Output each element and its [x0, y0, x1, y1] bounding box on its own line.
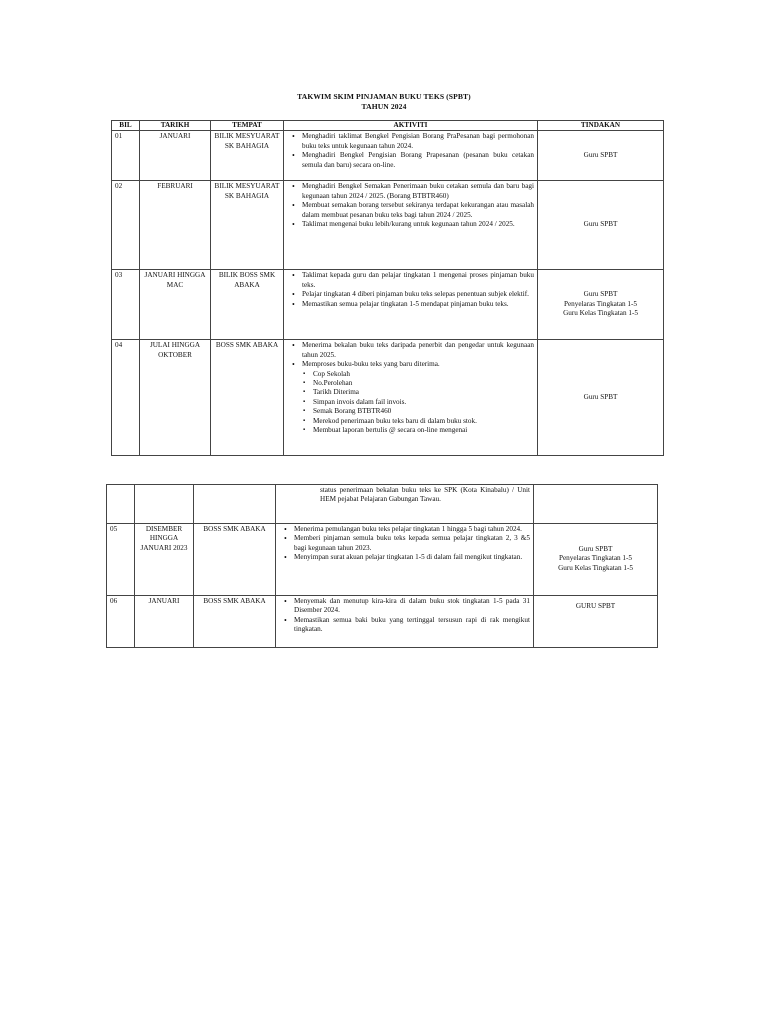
cell-tarikh: JULAI HINGGA OKTOBER — [140, 340, 211, 456]
cell-bil: 06 — [107, 596, 135, 648]
tindakan-line: GURU SPBT — [575, 602, 616, 610]
table-row — [107, 524, 658, 596]
tindakan-line: Guru SPBT — [583, 290, 618, 299]
cell-tempat: BOSS SMK ABAKA — [194, 524, 276, 596]
aktiviti-item: • Menerima bekalan buku teks daripada penerbit dan pengedar untuk kegunaan tahun 2025. — [302, 341, 534, 360]
cell-aktiviti — [276, 485, 534, 524]
cell-tindakan — [534, 524, 658, 596]
cell-aktiviti — [284, 270, 538, 340]
document-subtitle-year: TAHUN 2024 — [361, 102, 407, 111]
cell-bil: 03 — [112, 270, 140, 340]
document-title-block — [0, 92, 768, 112]
cell-tindakan — [538, 340, 664, 456]
schedule-table-page-1 — [111, 120, 664, 456]
aktiviti-item: • Menghadiri Bengkel Semakan Penerimaan buku cetakan semula dan baru bagi kegunaan tahun 2024 / 2025. (Borang BTBTR460) — [302, 182, 534, 201]
sub-item: ▪ Simpan invois dalam fail invois. — [313, 398, 534, 407]
cell-tarikh: JANUARI — [135, 596, 194, 648]
cell-tarikh: FEBRUARI — [140, 181, 211, 270]
table-header-row — [112, 121, 664, 131]
sub-item: ▪ Cop Sekolah — [313, 370, 534, 379]
header-aktiviti: AKTIVITI — [284, 121, 538, 131]
cell-tempat: BILIK MESYUARAT SK BAHAGIA — [211, 181, 284, 270]
cell-aktiviti — [284, 131, 538, 181]
cell-tempat: BILIK MESYUARAT SK BAHAGIA — [211, 131, 284, 181]
tindakan-line: Guru SPBT — [578, 544, 613, 553]
sub-item: ▪ No.Perolehan — [313, 379, 534, 388]
table-row — [112, 270, 664, 340]
table-row — [112, 131, 664, 181]
cell-bil: 02 — [112, 181, 140, 270]
aktiviti-item: • Taklimat mengenai buku lebih/kurang untuk kegunaan tahun 2024 / 2025. — [302, 220, 534, 229]
sub-item: ▪ Semak Borang BTBTR460 — [313, 407, 534, 416]
aktiviti-item: • Memastikan semua pelajar tingkatan 1-5 mendapat pinjaman buku teks. — [302, 300, 534, 309]
cell-aktiviti — [284, 340, 538, 456]
aktiviti-item: • Memastikan semua baki buku yang tertinggal tersusun rapi di rak mengikut tingkatan. — [294, 616, 530, 635]
cell-tindakan — [538, 181, 664, 270]
aktiviti-item: • Memproses buku-buku teks yang baru diterima. — [302, 360, 534, 369]
aktiviti-item: • Memberi pinjaman semula buku teks kepada semua pelajar tingkatan 2, 3 &5 bagi kegunaan tahun 2023. — [294, 534, 530, 553]
aktiviti-item: • Menyimpan surat akuan pelajar tingkatan 1-5 di dalam fail mengikut tingkatan. — [294, 553, 530, 562]
aktiviti-item: • Menghadiri taklimat Bengkel Pengisian Borang PraPesanan bagi permohonan buku teks untuk kegunaan tahun 2024. — [302, 132, 534, 151]
cell-aktiviti — [284, 181, 538, 270]
cell-aktiviti — [276, 596, 534, 648]
sub-item: ▪ Merekod penerimaan buku teks baru di dalam buku stok. — [313, 417, 534, 426]
table-row — [107, 596, 658, 648]
aktiviti-item: • Menghadiri Bengkel Pengisian Borang Prapesanan (pesanan buku cetakan semula dan baru) secara on-line. — [302, 151, 534, 170]
table-row — [112, 181, 664, 270]
cell-tindakan — [534, 596, 658, 648]
tindakan-line: Penyelaras Tingkatan 1-5 — [563, 299, 638, 308]
aktiviti-item: • Pelajar tingkatan 4 diberi pinjaman buku teks selepas penentuan subjek elektif. — [302, 290, 534, 299]
document-title: TAKWIM SKIM PINJAMAN BUKU TEKS (SPBT) — [297, 92, 471, 101]
header-bil: BIL — [112, 121, 140, 131]
cell-tempat: BOSS SMK ABAKA — [194, 596, 276, 648]
aktiviti-item: • Menerima pemulangan buku teks pelajar tingkatan 1 hingga 5 bagi tahun 2024. — [294, 525, 530, 534]
cell-bil: 05 — [107, 524, 135, 596]
sub-item: ▪ Tarikh Diterima — [313, 388, 534, 397]
cell-tarikh: DISEMBER HINGGA JANUARI 2023 — [135, 524, 194, 596]
cell-tarikh: JANUARI HINGGA MAC — [140, 270, 211, 340]
tindakan-line: Guru SPBT — [583, 150, 618, 159]
tindakan-line: Guru Kelas Tingkatan 1-5 — [558, 563, 633, 572]
tindakan-line: Penyelaras Tingkatan 1-5 — [558, 554, 633, 563]
tindakan-line: Guru Kelas Tingkatan 1-5 — [563, 309, 638, 318]
aktiviti-item: • Menyemak dan menutup kira-kira di dalam buku stok tingkatan 1-5 pada 31 Disember 2024. — [294, 597, 530, 616]
schedule-table-page-2 — [106, 484, 658, 648]
table-row — [112, 340, 664, 456]
tindakan-line: Guru SPBT — [583, 392, 618, 401]
tindakan-line: Guru SPBT — [583, 220, 618, 229]
cell-tempat: BOSS SMK ABAKA — [211, 340, 284, 456]
cell-tindakan — [538, 270, 664, 340]
cell-bil: 04 — [112, 340, 140, 456]
cell-bil: 01 — [112, 131, 140, 181]
header-tarikh: TARIKH — [140, 121, 211, 131]
cell-tempat: BILIK BOSS SMK ABAKA — [211, 270, 284, 340]
aktiviti-item: • Membuat semakan borang tersebut sekiranya terdapat kekurangan atau masalah dalam membuat pesanan buku teks bagi tahun 2024 / 2025. — [302, 201, 534, 220]
sub-item: ▪ Membuat laporan bertulis @ secara on-line mengenai — [313, 426, 534, 435]
cell-tarikh: JANUARI — [140, 131, 211, 181]
cell-aktiviti — [276, 524, 534, 596]
aktiviti-item: • Taklimat kepada guru dan pelajar tingkatan 1 mengenai proses pinjaman buku teks. — [302, 271, 534, 290]
cell-tindakan — [538, 131, 664, 181]
table-row-continuation — [107, 485, 658, 524]
continuation-text: status penerimaan bekalan buku teks ke SPK (Kota Kinabalu) / Unit HEM pejabat Pelajaran Gabungan Tawau. — [320, 486, 530, 504]
header-tindakan: TINDAKAN — [538, 121, 664, 131]
header-tempat: TEMPAT — [211, 121, 284, 131]
